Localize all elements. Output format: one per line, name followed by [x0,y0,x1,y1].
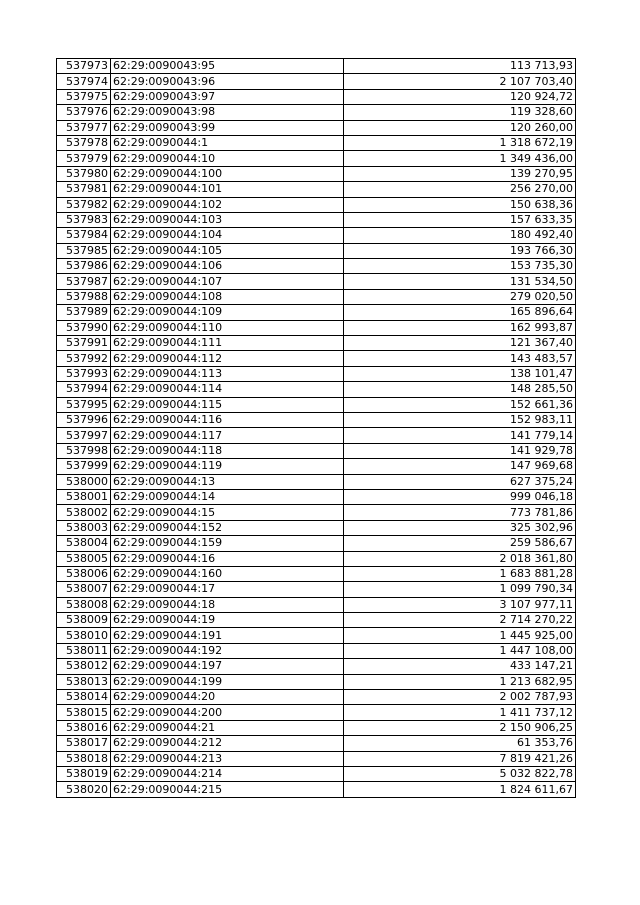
cadastral-number-cell: 62:29:0090044:191 [111,628,344,643]
row-id-cell: 537984 [57,228,111,243]
cadastral-value-cell: 5 032 822,78 [344,766,576,781]
cadastral-number-cell: 62:29:0090044:20 [111,690,344,705]
table-row [57,597,576,612]
table-row [57,182,576,197]
cadastral-value-cell: 143 483,57 [344,351,576,366]
cadastral-value-cell: 256 270,00 [344,182,576,197]
cadastral-value-cell: 2 714 270,22 [344,613,576,628]
table-row [57,259,576,274]
cadastral-number-cell: 62:29:0090043:95 [111,59,344,74]
row-id-cell: 538020 [57,782,111,797]
row-id-cell: 538000 [57,474,111,489]
row-id-cell: 538012 [57,659,111,674]
cadastral-number-cell: 62:29:0090044:212 [111,736,344,751]
row-id-cell: 537985 [57,243,111,258]
row-id-cell: 538011 [57,643,111,658]
cadastral-value-cell: 138 101,47 [344,366,576,381]
cadastral-number-cell: 62:29:0090044:114 [111,382,344,397]
row-id-cell: 537978 [57,135,111,150]
cadastral-value-cell: 1 349 436,00 [344,151,576,166]
table-row [57,566,576,581]
table-row [57,166,576,181]
row-id-cell: 537997 [57,428,111,443]
cadastral-value-cell: 3 107 977,11 [344,597,576,612]
cadastral-number-cell: 62:29:0090044:14 [111,489,344,504]
table-row [57,628,576,643]
cadastral-value-cell: 148 285,50 [344,382,576,397]
table-row [57,59,576,74]
cadastral-number-cell: 62:29:0090044:10 [111,151,344,166]
row-id-cell: 538003 [57,520,111,535]
cadastral-value-cell: 999 046,18 [344,489,576,504]
table-row [57,428,576,443]
table-row [57,212,576,227]
cadastral-number-cell: 62:29:0090044:118 [111,443,344,458]
cadastral-value-cell: 150 638,36 [344,197,576,212]
table-row [57,613,576,628]
row-id-cell: 537973 [57,59,111,74]
cadastral-value-cell: 1 213 682,95 [344,674,576,689]
row-id-cell: 537994 [57,382,111,397]
row-id-cell: 537983 [57,212,111,227]
table-row [57,289,576,304]
cadastral-number-cell: 62:29:0090044:1 [111,135,344,150]
cadastral-number-cell: 62:29:0090044:159 [111,536,344,551]
cadastral-number-cell: 62:29:0090044:19 [111,613,344,628]
table-row [57,274,576,289]
cadastral-number-cell: 62:29:0090044:15 [111,505,344,520]
cadastral-number-cell: 62:29:0090044:107 [111,274,344,289]
table-row [57,520,576,535]
row-id-cell: 538015 [57,705,111,720]
cadastral-number-cell: 62:29:0090043:96 [111,74,344,89]
cadastral-number-cell: 62:29:0090044:192 [111,643,344,658]
cadastral-number-cell: 62:29:0090044:214 [111,766,344,781]
row-id-cell: 537993 [57,366,111,381]
table-row [57,705,576,720]
table-row [57,551,576,566]
row-id-cell: 538014 [57,690,111,705]
table-row [57,505,576,520]
cadastral-value-cell: 2 107 703,40 [344,74,576,89]
table-row [57,443,576,458]
table-row [57,320,576,335]
row-id-cell: 538018 [57,751,111,766]
row-id-cell: 537989 [57,305,111,320]
table-row [57,782,576,797]
cadastral-number-cell: 62:29:0090044:101 [111,182,344,197]
cadastral-number-cell: 62:29:0090044:18 [111,597,344,612]
table-row [57,674,576,689]
cadastral-value-cell: 773 781,86 [344,505,576,520]
row-id-cell: 538005 [57,551,111,566]
cadastral-number-cell: 62:29:0090044:213 [111,751,344,766]
cadastral-number-cell: 62:29:0090043:99 [111,120,344,135]
cadastral-number-cell: 62:29:0090044:112 [111,351,344,366]
table-row [57,736,576,751]
cadastral-value-cell: 279 020,50 [344,289,576,304]
cadastral-number-cell: 62:29:0090044:13 [111,474,344,489]
cadastral-value-cell: 1 318 672,19 [344,135,576,150]
cadastral-value-table [56,58,576,798]
cadastral-number-cell: 62:29:0090044:110 [111,320,344,335]
row-id-cell: 538019 [57,766,111,781]
row-id-cell: 537999 [57,459,111,474]
row-id-cell: 538002 [57,505,111,520]
table-row [57,366,576,381]
table-row [57,659,576,674]
table-row [57,74,576,89]
row-id-cell: 537990 [57,320,111,335]
table-row [57,397,576,412]
cadastral-value-cell: 2 150 906,25 [344,720,576,735]
cadastral-number-cell: 62:29:0090044:108 [111,289,344,304]
cadastral-value-cell: 157 633,35 [344,212,576,227]
row-id-cell: 537986 [57,259,111,274]
row-id-cell: 537976 [57,105,111,120]
table-row [57,489,576,504]
cadastral-value-cell: 180 492,40 [344,228,576,243]
row-id-cell: 538004 [57,536,111,551]
table-row [57,643,576,658]
row-id-cell: 537996 [57,412,111,427]
row-id-cell: 537988 [57,289,111,304]
cadastral-value-cell: 433 147,21 [344,659,576,674]
cadastral-value-cell: 1 411 737,12 [344,705,576,720]
cadastral-value-cell: 325 302,96 [344,520,576,535]
cadastral-number-cell: 62:29:0090043:97 [111,89,344,104]
cadastral-value-cell: 120 260,00 [344,120,576,135]
row-id-cell: 537975 [57,89,111,104]
row-id-cell: 537982 [57,197,111,212]
row-id-cell: 537987 [57,274,111,289]
table-row [57,474,576,489]
table-row [57,351,576,366]
cadastral-value-cell: 131 534,50 [344,274,576,289]
cadastral-value-cell: 1 447 108,00 [344,643,576,658]
cadastral-value-cell: 61 353,76 [344,736,576,751]
cadastral-number-cell: 62:29:0090044:16 [111,551,344,566]
cadastral-value-cell: 627 375,24 [344,474,576,489]
table-body [57,59,576,798]
table-row [57,89,576,104]
table-row [57,412,576,427]
table-row [57,151,576,166]
cadastral-value-cell: 139 270,95 [344,166,576,181]
cadastral-value-cell: 165 896,64 [344,305,576,320]
row-id-cell: 537974 [57,74,111,89]
row-id-cell: 538017 [57,736,111,751]
table-row [57,766,576,781]
table-row [57,228,576,243]
cadastral-number-cell: 62:29:0090044:115 [111,397,344,412]
table-row [57,135,576,150]
cadastral-value-cell: 152 983,11 [344,412,576,427]
cadastral-value-cell: 141 929,78 [344,443,576,458]
row-id-cell: 538010 [57,628,111,643]
cadastral-value-cell: 259 586,67 [344,536,576,551]
row-id-cell: 537991 [57,336,111,351]
cadastral-number-cell: 62:29:0090044:102 [111,197,344,212]
cadastral-number-cell: 62:29:0090044:160 [111,566,344,581]
cadastral-number-cell: 62:29:0090044:104 [111,228,344,243]
table-row [57,305,576,320]
cadastral-value-cell: 152 661,36 [344,397,576,412]
row-id-cell: 538008 [57,597,111,612]
cadastral-number-cell: 62:29:0090044:197 [111,659,344,674]
cadastral-number-cell: 62:29:0090044:100 [111,166,344,181]
cadastral-value-cell: 2 018 361,80 [344,551,576,566]
cadastral-value-cell: 1 824 611,67 [344,782,576,797]
cadastral-number-cell: 62:29:0090044:21 [111,720,344,735]
cadastral-number-cell: 62:29:0090044:103 [111,212,344,227]
cadastral-value-cell: 120 924,72 [344,89,576,104]
table-row [57,243,576,258]
row-id-cell: 537981 [57,182,111,197]
cadastral-value-cell: 147 969,68 [344,459,576,474]
cadastral-value-cell: 153 735,30 [344,259,576,274]
cadastral-number-cell: 62:29:0090044:117 [111,428,344,443]
cadastral-number-cell: 62:29:0090044:215 [111,782,344,797]
cadastral-number-cell: 62:29:0090044:119 [111,459,344,474]
row-id-cell: 538009 [57,613,111,628]
table-row [57,197,576,212]
table-row [57,582,576,597]
cadastral-value-cell: 121 367,40 [344,336,576,351]
cadastral-value-cell: 2 002 787,93 [344,690,576,705]
table-row [57,459,576,474]
row-id-cell: 538007 [57,582,111,597]
row-id-cell: 538016 [57,720,111,735]
table-row [57,336,576,351]
row-id-cell: 537980 [57,166,111,181]
cadastral-number-cell: 62:29:0090044:109 [111,305,344,320]
cadastral-number-cell: 62:29:0090044:17 [111,582,344,597]
cadastral-number-cell: 62:29:0090044:106 [111,259,344,274]
cadastral-number-cell: 62:29:0090044:200 [111,705,344,720]
row-id-cell: 537977 [57,120,111,135]
cadastral-number-cell: 62:29:0090044:111 [111,336,344,351]
table-row [57,120,576,135]
cadastral-value-cell: 7 819 421,26 [344,751,576,766]
table-row [57,382,576,397]
cadastral-value-cell: 141 779,14 [344,428,576,443]
row-id-cell: 538006 [57,566,111,581]
row-id-cell: 537979 [57,151,111,166]
cadastral-value-cell: 162 993,87 [344,320,576,335]
cadastral-value-cell: 113 713,93 [344,59,576,74]
row-id-cell: 537998 [57,443,111,458]
cadastral-number-cell: 62:29:0090044:105 [111,243,344,258]
row-id-cell: 537995 [57,397,111,412]
table-row [57,751,576,766]
cadastral-value-cell: 193 766,30 [344,243,576,258]
cadastral-value-cell: 1 099 790,34 [344,582,576,597]
table-row [57,536,576,551]
table-row [57,720,576,735]
cadastral-value-cell: 1 683 881,28 [344,566,576,581]
cadastral-number-cell: 62:29:0090044:152 [111,520,344,535]
cadastral-value-cell: 119 328,60 [344,105,576,120]
row-id-cell: 538001 [57,489,111,504]
cadastral-number-cell: 62:29:0090044:113 [111,366,344,381]
cadastral-value-cell: 1 445 925,00 [344,628,576,643]
table-row [57,690,576,705]
cadastral-number-cell: 62:29:0090044:199 [111,674,344,689]
cadastral-number-cell: 62:29:0090044:116 [111,412,344,427]
row-id-cell: 537992 [57,351,111,366]
cadastral-number-cell: 62:29:0090043:98 [111,105,344,120]
row-id-cell: 538013 [57,674,111,689]
table-row [57,105,576,120]
